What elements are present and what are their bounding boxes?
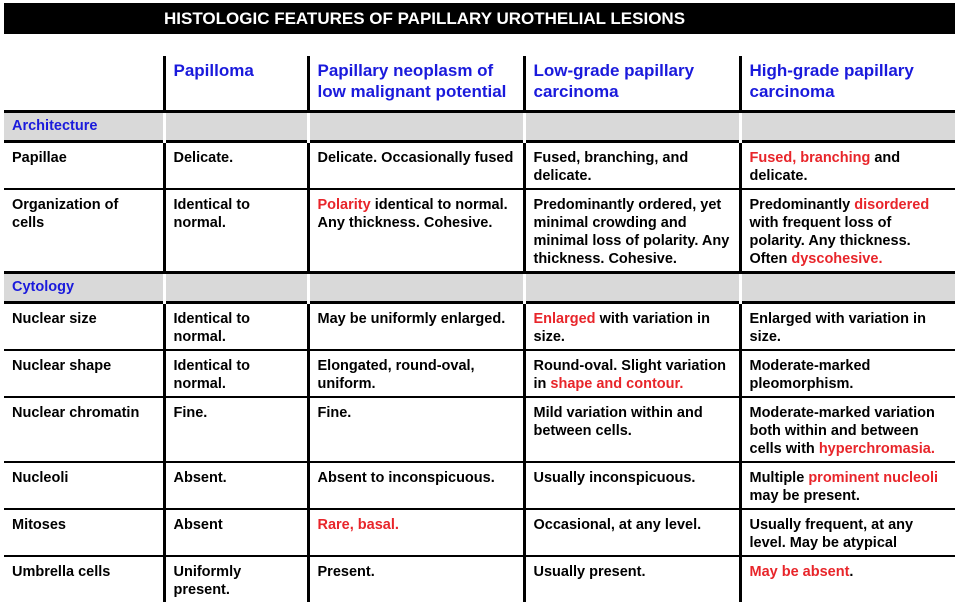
cell: Present. xyxy=(308,556,524,602)
col-header-low-grade: Low-grade papillary carcinoma xyxy=(524,56,740,112)
col-header-papilloma: Papilloma xyxy=(164,56,308,112)
header-blank xyxy=(4,56,164,112)
page-title: HISTOLOGIC FEATURES OF PAPILLARY UROTHELIAL LESIONS xyxy=(164,9,686,28)
cell: Predominantly disordered with frequent loss of polarity. Any thickness. Often dyscohesive. xyxy=(740,189,955,273)
header-row xyxy=(4,56,955,112)
col-header-punlmp: Papillary neoplasm of low malignant potential xyxy=(308,56,524,112)
cell: Identical to normal. xyxy=(164,303,308,351)
col-header-high-grade: High-grade papillary carcinoma xyxy=(740,56,955,112)
row-label: Organization of cells xyxy=(4,189,164,273)
cell: Fused, branching, and delicate. xyxy=(524,142,740,190)
row-label: Papillae xyxy=(4,142,164,190)
title-bar xyxy=(4,3,955,34)
cell: Identical to normal. xyxy=(164,189,308,273)
cell: Usually frequent, at any level. May be atypical xyxy=(740,509,955,556)
table-row xyxy=(4,509,955,556)
table-row xyxy=(4,462,955,509)
table-row xyxy=(4,189,955,273)
cell: Polarity identical to normal. Any thickness. Cohesive. xyxy=(308,189,524,273)
section-architecture xyxy=(4,112,955,142)
cell: May be absent. xyxy=(740,556,955,602)
features-table xyxy=(4,56,955,602)
cell: Fine. xyxy=(308,397,524,462)
section-label: Architecture xyxy=(4,112,164,142)
cell: Multiple prominent nucleoli may be present. xyxy=(740,462,955,509)
cell: Absent xyxy=(164,509,308,556)
table-row xyxy=(4,397,955,462)
cell: Enlarged with variation in size. xyxy=(740,303,955,351)
cell: Mild variation within and between cells. xyxy=(524,397,740,462)
table-row xyxy=(4,303,955,351)
cell: Identical to normal. xyxy=(164,350,308,397)
cell: May be uniformly enlarged. xyxy=(308,303,524,351)
cell: Delicate. Occasionally fused xyxy=(308,142,524,190)
table-row xyxy=(4,556,955,602)
row-label: Nuclear chromatin xyxy=(4,397,164,462)
section-cytology xyxy=(4,273,955,303)
cell: Moderate-marked variation both within and between cells with hyperchromasia. xyxy=(740,397,955,462)
cell: Predominantly ordered, yet minimal crowding and minimal loss of polarity. Any thickness. Cohesive. xyxy=(524,189,740,273)
cell: Usually present. xyxy=(524,556,740,602)
cell: Absent. xyxy=(164,462,308,509)
cell: Uniformly present. xyxy=(164,556,308,602)
row-label: Nucleoli xyxy=(4,462,164,509)
cell: Absent to inconspicuous. xyxy=(308,462,524,509)
cell: Rare, basal. xyxy=(308,509,524,556)
cell: Enlarged with variation in size. xyxy=(524,303,740,351)
table-row xyxy=(4,350,955,397)
cell: Usually inconspicuous. xyxy=(524,462,740,509)
cell: Occasional, at any level. xyxy=(524,509,740,556)
row-label: Umbrella cells xyxy=(4,556,164,602)
cell: Elongated, round-oval, uniform. xyxy=(308,350,524,397)
row-label: Mitoses xyxy=(4,509,164,556)
cell: Delicate. xyxy=(164,142,308,190)
row-label: Nuclear shape xyxy=(4,350,164,397)
table-row xyxy=(4,142,955,190)
section-label: Cytology xyxy=(4,273,164,303)
cell: Round-oval. Slight variation in shape and contour. xyxy=(524,350,740,397)
cell: Moderate-marked pleomorphism. xyxy=(740,350,955,397)
cell: Fine. xyxy=(164,397,308,462)
cell: Fused, branching and delicate. xyxy=(740,142,955,190)
row-label: Nuclear size xyxy=(4,303,164,351)
